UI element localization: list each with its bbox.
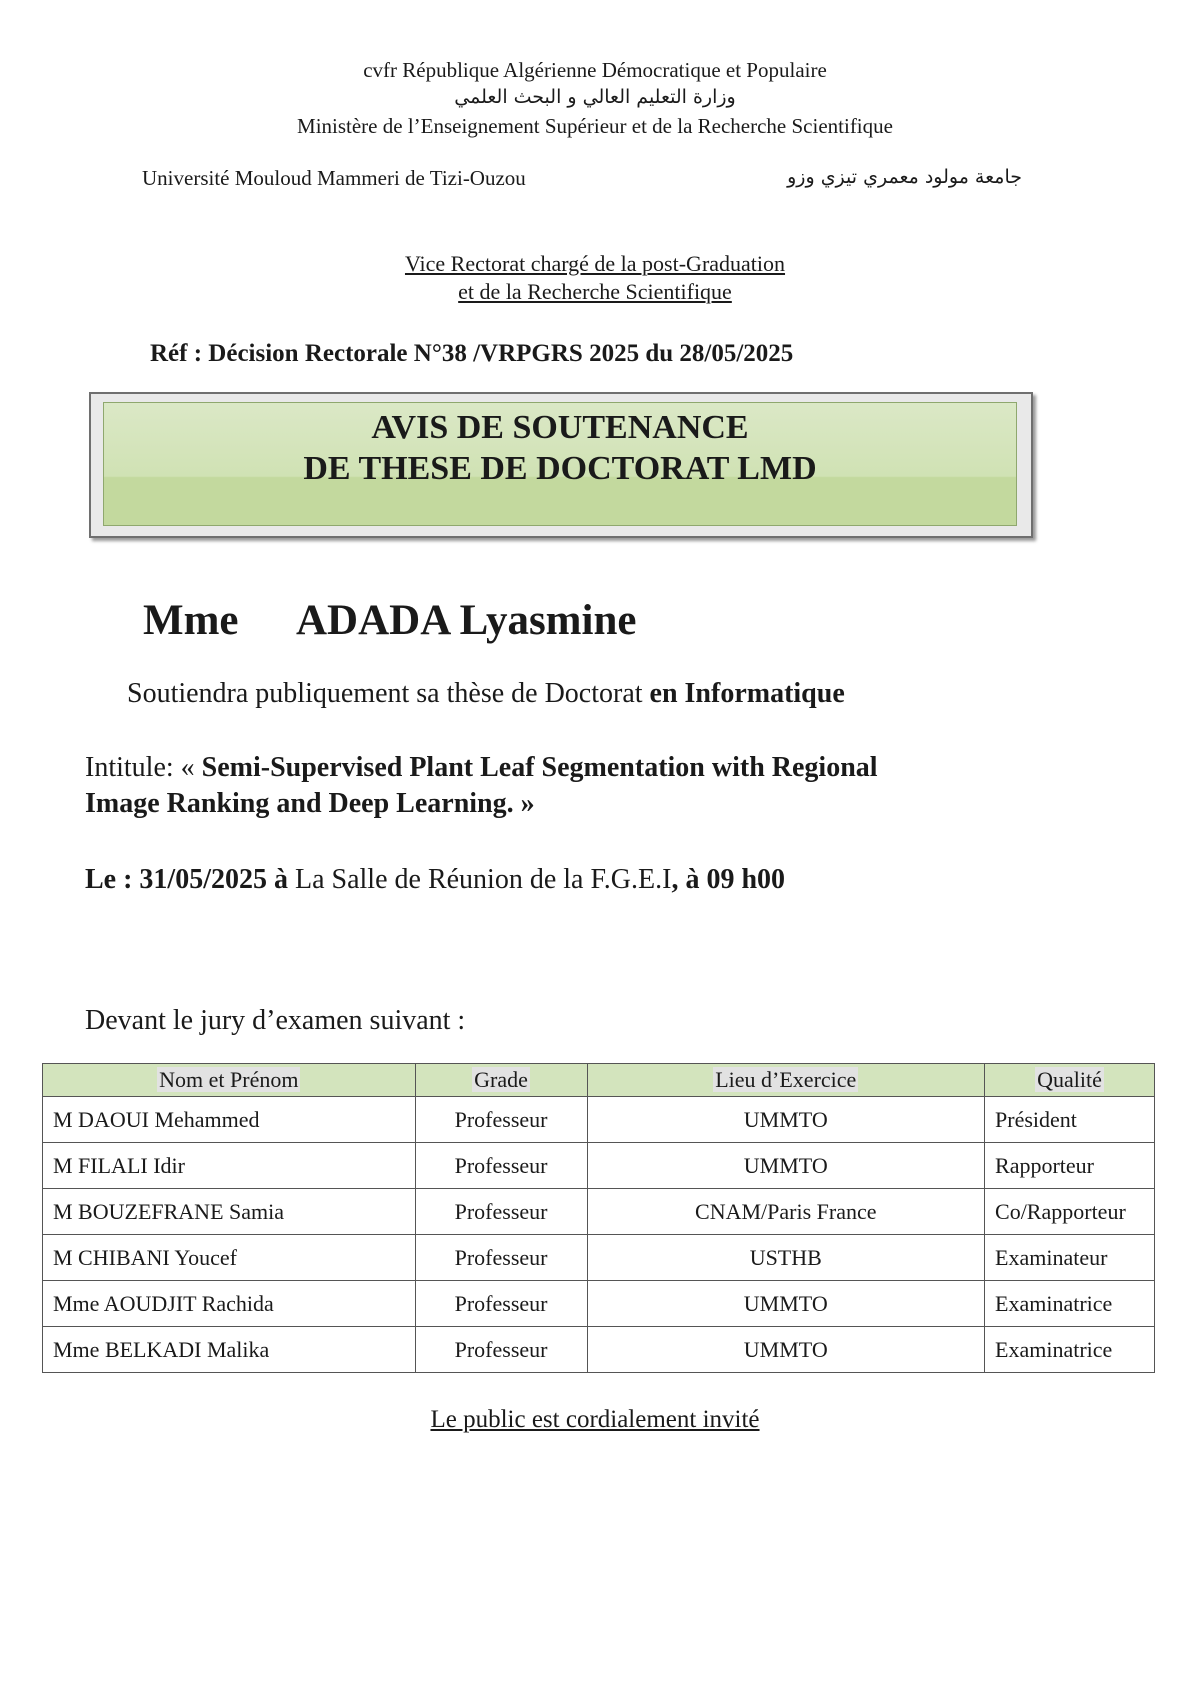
defense-statement — [127, 678, 845, 710]
vice-rectorat-line1: Vice Rectorat chargé de la post-Graduation — [404, 251, 786, 276]
defense-schedule — [85, 864, 785, 896]
defense-field: en Informatique — [649, 678, 845, 709]
jury-member-institution: UMMTO — [587, 1097, 985, 1143]
thesis-title-line1 — [85, 752, 878, 784]
jury-member-name: M BOUZEFRANE Samia — [43, 1189, 416, 1235]
title-banner-inner — [103, 402, 1017, 526]
vice-rectorat-line2: et de la Recherche Scientifique — [458, 279, 732, 304]
column-header-name: Nom et Prénom — [43, 1064, 416, 1097]
table-row — [43, 1327, 1155, 1373]
jury-member-role: Examinateur — [985, 1235, 1155, 1281]
thesis-title-part1: Semi-Supervised Plant Leaf Segmentation with Regional — [201, 752, 878, 783]
jury-table-header-row — [43, 1064, 1155, 1097]
jury-member-role: Président — [985, 1097, 1155, 1143]
column-header-grade: Grade — [415, 1064, 587, 1097]
table-row — [43, 1235, 1155, 1281]
title-banner — [89, 392, 1033, 538]
banner-title-line2: DE THESE DE DOCTORAT LMD — [303, 450, 817, 487]
closing-invitation: Le public est cordialement invité — [430, 1406, 760, 1433]
banner-title-line1: AVIS DE SOUTENANCE — [371, 409, 749, 446]
jury-intro: Devant le jury d’examen suivant : — [85, 1005, 466, 1036]
schedule-place: La Salle de Réunion de la F.G.E.I — [288, 864, 672, 895]
table-row — [43, 1097, 1155, 1143]
jury-member-grade: Professeur — [415, 1097, 587, 1143]
thesis-label: Intitule: « — [85, 752, 202, 783]
jury-member-name: M FILALI Idir — [43, 1143, 416, 1189]
jury-member-institution: UMMTO — [587, 1143, 985, 1189]
jury-member-grade: Professeur — [415, 1189, 587, 1235]
jury-member-role: Co/Rapporteur — [985, 1189, 1155, 1235]
table-row — [43, 1189, 1155, 1235]
university-name-ar: جامعة مولود معمري تيزي وزو — [787, 166, 1022, 188]
header-republic: cvfr République Algérienne Démocratique et Populaire — [363, 58, 827, 82]
candidate-title: Mme — [143, 597, 239, 644]
jury-member-name: Mme BELKADI Malika — [43, 1327, 416, 1373]
jury-member-grade: Professeur — [415, 1235, 587, 1281]
jury-member-name: Mme AOUDJIT Rachida — [43, 1281, 416, 1327]
schedule-date: Le : 31/05/2025 à — [85, 864, 288, 895]
header-ministry: Ministère de l’Enseignement Supérieur et de la Recherche Scientifique — [297, 114, 893, 138]
thesis-title-line2: Image Ranking and Deep Learning. » — [85, 788, 535, 819]
table-row — [43, 1143, 1155, 1189]
jury-member-institution: USTHB — [587, 1235, 985, 1281]
jury-member-institution: UMMTO — [587, 1327, 985, 1373]
defense-text: Soutiendra publiquement sa thèse de Doctorat — [127, 678, 650, 709]
university-name-fr: Université Mouloud Mammeri de Tizi-Ouzou — [142, 166, 526, 190]
jury-member-grade: Professeur — [415, 1143, 587, 1189]
jury-member-name: M CHIBANI Youcef — [43, 1235, 416, 1281]
jury-member-name: M DAOUI Mehammed — [43, 1097, 416, 1143]
jury-member-institution: UMMTO — [587, 1281, 985, 1327]
decision-reference: Réf : Décision Rectorale N°38 /VRPGRS 2025 du 28/05/2025 — [150, 340, 794, 367]
jury-member-role: Rapporteur — [985, 1143, 1155, 1189]
jury-table — [42, 1063, 1155, 1373]
column-header-institution: Lieu d’Exercice — [587, 1064, 985, 1097]
jury-member-institution: CNAM/Paris France — [587, 1189, 985, 1235]
jury-member-role: Examinatrice — [985, 1327, 1155, 1373]
jury-member-grade: Professeur — [415, 1327, 587, 1373]
table-row — [43, 1281, 1155, 1327]
jury-member-role: Examinatrice — [985, 1281, 1155, 1327]
header-ministry-arabic: وزارة التعليم العالي و البحث العلمي — [454, 86, 736, 108]
schedule-time: , à 09 h00 — [671, 864, 786, 895]
candidate-name: ADADA Lyasmine — [296, 597, 637, 644]
jury-member-grade: Professeur — [415, 1281, 587, 1327]
column-header-role: Qualité — [985, 1064, 1155, 1097]
